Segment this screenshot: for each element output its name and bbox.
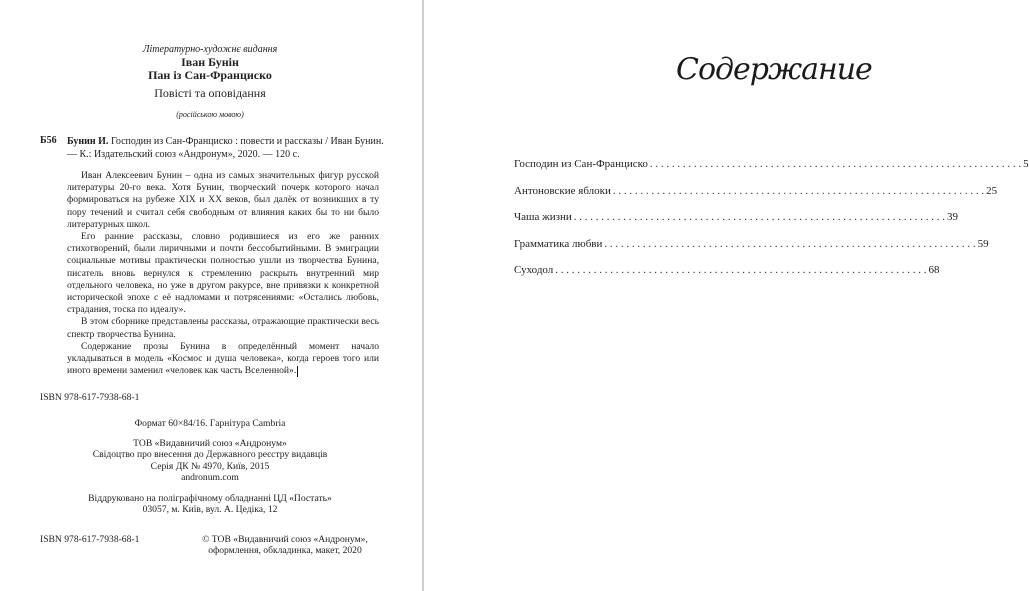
toc-entry-title: Чаша жизни [514, 211, 572, 224]
left-page [0, 0, 422, 591]
publisher-line: Свідоцтво про внесення до Державного реєстру видавців [92, 449, 328, 461]
publisher-line: ТОВ «Видавничий союз «Андронум» [133, 438, 287, 449]
table-of-contents [514, 158, 1029, 291]
printer-line: Віддруковано на поліграфічному обладнанні ЦД «Постать» [88, 493, 332, 504]
toc-entry-title: Господин из Сан-Франциско [514, 158, 648, 170]
toc-entry-page: 68 [928, 264, 940, 277]
printer-line: 03057, м. Київ, вул. А. Цедіка, 12 [142, 504, 278, 516]
publisher-block [60, 438, 360, 484]
book-subtitle: Повісті та оповідання [154, 86, 266, 100]
copyright-block [200, 534, 370, 557]
toc-leader-dots [613, 185, 984, 197]
toc-entry[interactable] [514, 211, 958, 238]
toc-leader-dots [650, 158, 1021, 170]
bib-classification-code: Б56 [40, 135, 57, 146]
author-name: Іван Бунін [181, 55, 239, 69]
toc-entry[interactable] [514, 237, 989, 265]
publisher-website: andronum.com [181, 472, 239, 484]
annotation-paragraph: В этом сборнике представлены рассказы, отражающие практически весь спектр творчества Бунина. [67, 316, 379, 340]
toc-entry-page: 59 [977, 237, 989, 250]
bibliographic-record [67, 135, 387, 161]
toc-leader-dots [604, 238, 975, 250]
copyright-line: © ТОВ «Видавничий союз «Андронум», [202, 534, 368, 545]
annotation-paragraph: Иван Алексеевич Бунин – одна из самых значительных фигур русской литературы 20-го века. Хотя Бунин, творческий почерк которого начал формироваться на рубеже XIX и XX веков, был далёк от возникших в ту пору течений и считал себя свободным от влияния каких бы то ни было литературных школ. [67, 170, 379, 230]
right-page [424, 0, 843, 591]
toc-entry-title: Антоновские яблоки [514, 184, 611, 197]
annotation-paragraph-last [67, 341, 379, 378]
toc-entry-page: 5 [1023, 158, 1029, 170]
toc-entry[interactable] [514, 264, 940, 291]
toc-leader-dots [574, 211, 945, 223]
bib-text: Господин из Сан-Франциско : повести и рассказы / Иван Бунин. — К.: Издательский союз «Андронум», 2020. — 120 с. [67, 136, 384, 160]
toc-heading: Содержание [676, 52, 872, 87]
toc-entry-title: Грамматика любви [514, 237, 603, 250]
isbn-line: ISBN 978-617-7938-68-1 [40, 392, 140, 403]
annotation [67, 170, 379, 377]
toc-entry-page: 25 [986, 184, 998, 197]
bib-author: Бунин И. [67, 136, 109, 147]
text-cursor [297, 366, 298, 377]
printer-block [60, 493, 360, 516]
copyright-line: оформлення, обкладинка, макет, 2020 [208, 545, 362, 557]
toc-entry[interactable] [514, 184, 998, 212]
toc-entry-title: Суходол [514, 264, 554, 277]
annotation-text: Содержание прозы Бунина в определённый момент начало укладываться в модель «Космос и душа человека», когда героев того или иного времени заменил «человек как часть Вселенной». [67, 340, 379, 377]
language-note: (російською мовою) [176, 110, 244, 119]
toc-entry-page: 39 [947, 211, 958, 224]
isbn-bottom: ISBN 978-617-7938-68-1 [40, 534, 140, 545]
toc-leader-dots [555, 264, 926, 276]
genre-line: Літературно-художнє видання [142, 44, 278, 55]
toc-entry[interactable] [514, 158, 1029, 185]
annotation-paragraph: Его ранние рассказы, словно родившиеся из его же ранних стихотворений, были лиричными и почти бессобытийными. В эмиграции социальные мотивы практически полностью ушли из творчества Бунина, писатель вновь вернулся к стремлению раскрыть внутренний мир отдельного человека, но уже в другом ракурсе, вне привязки к конкретной исторической эпохе с её надломами и потрясениями: «Остались любовь, страдания, тоска по идеалу». [67, 231, 379, 316]
book-title: Пан із Сан-Франциско [148, 68, 272, 82]
format-line: Формат 60×84/16. Гарнітура Cambria [134, 418, 286, 429]
publisher-line: Серія ДК № 4970, Київ, 2015 [150, 460, 270, 472]
